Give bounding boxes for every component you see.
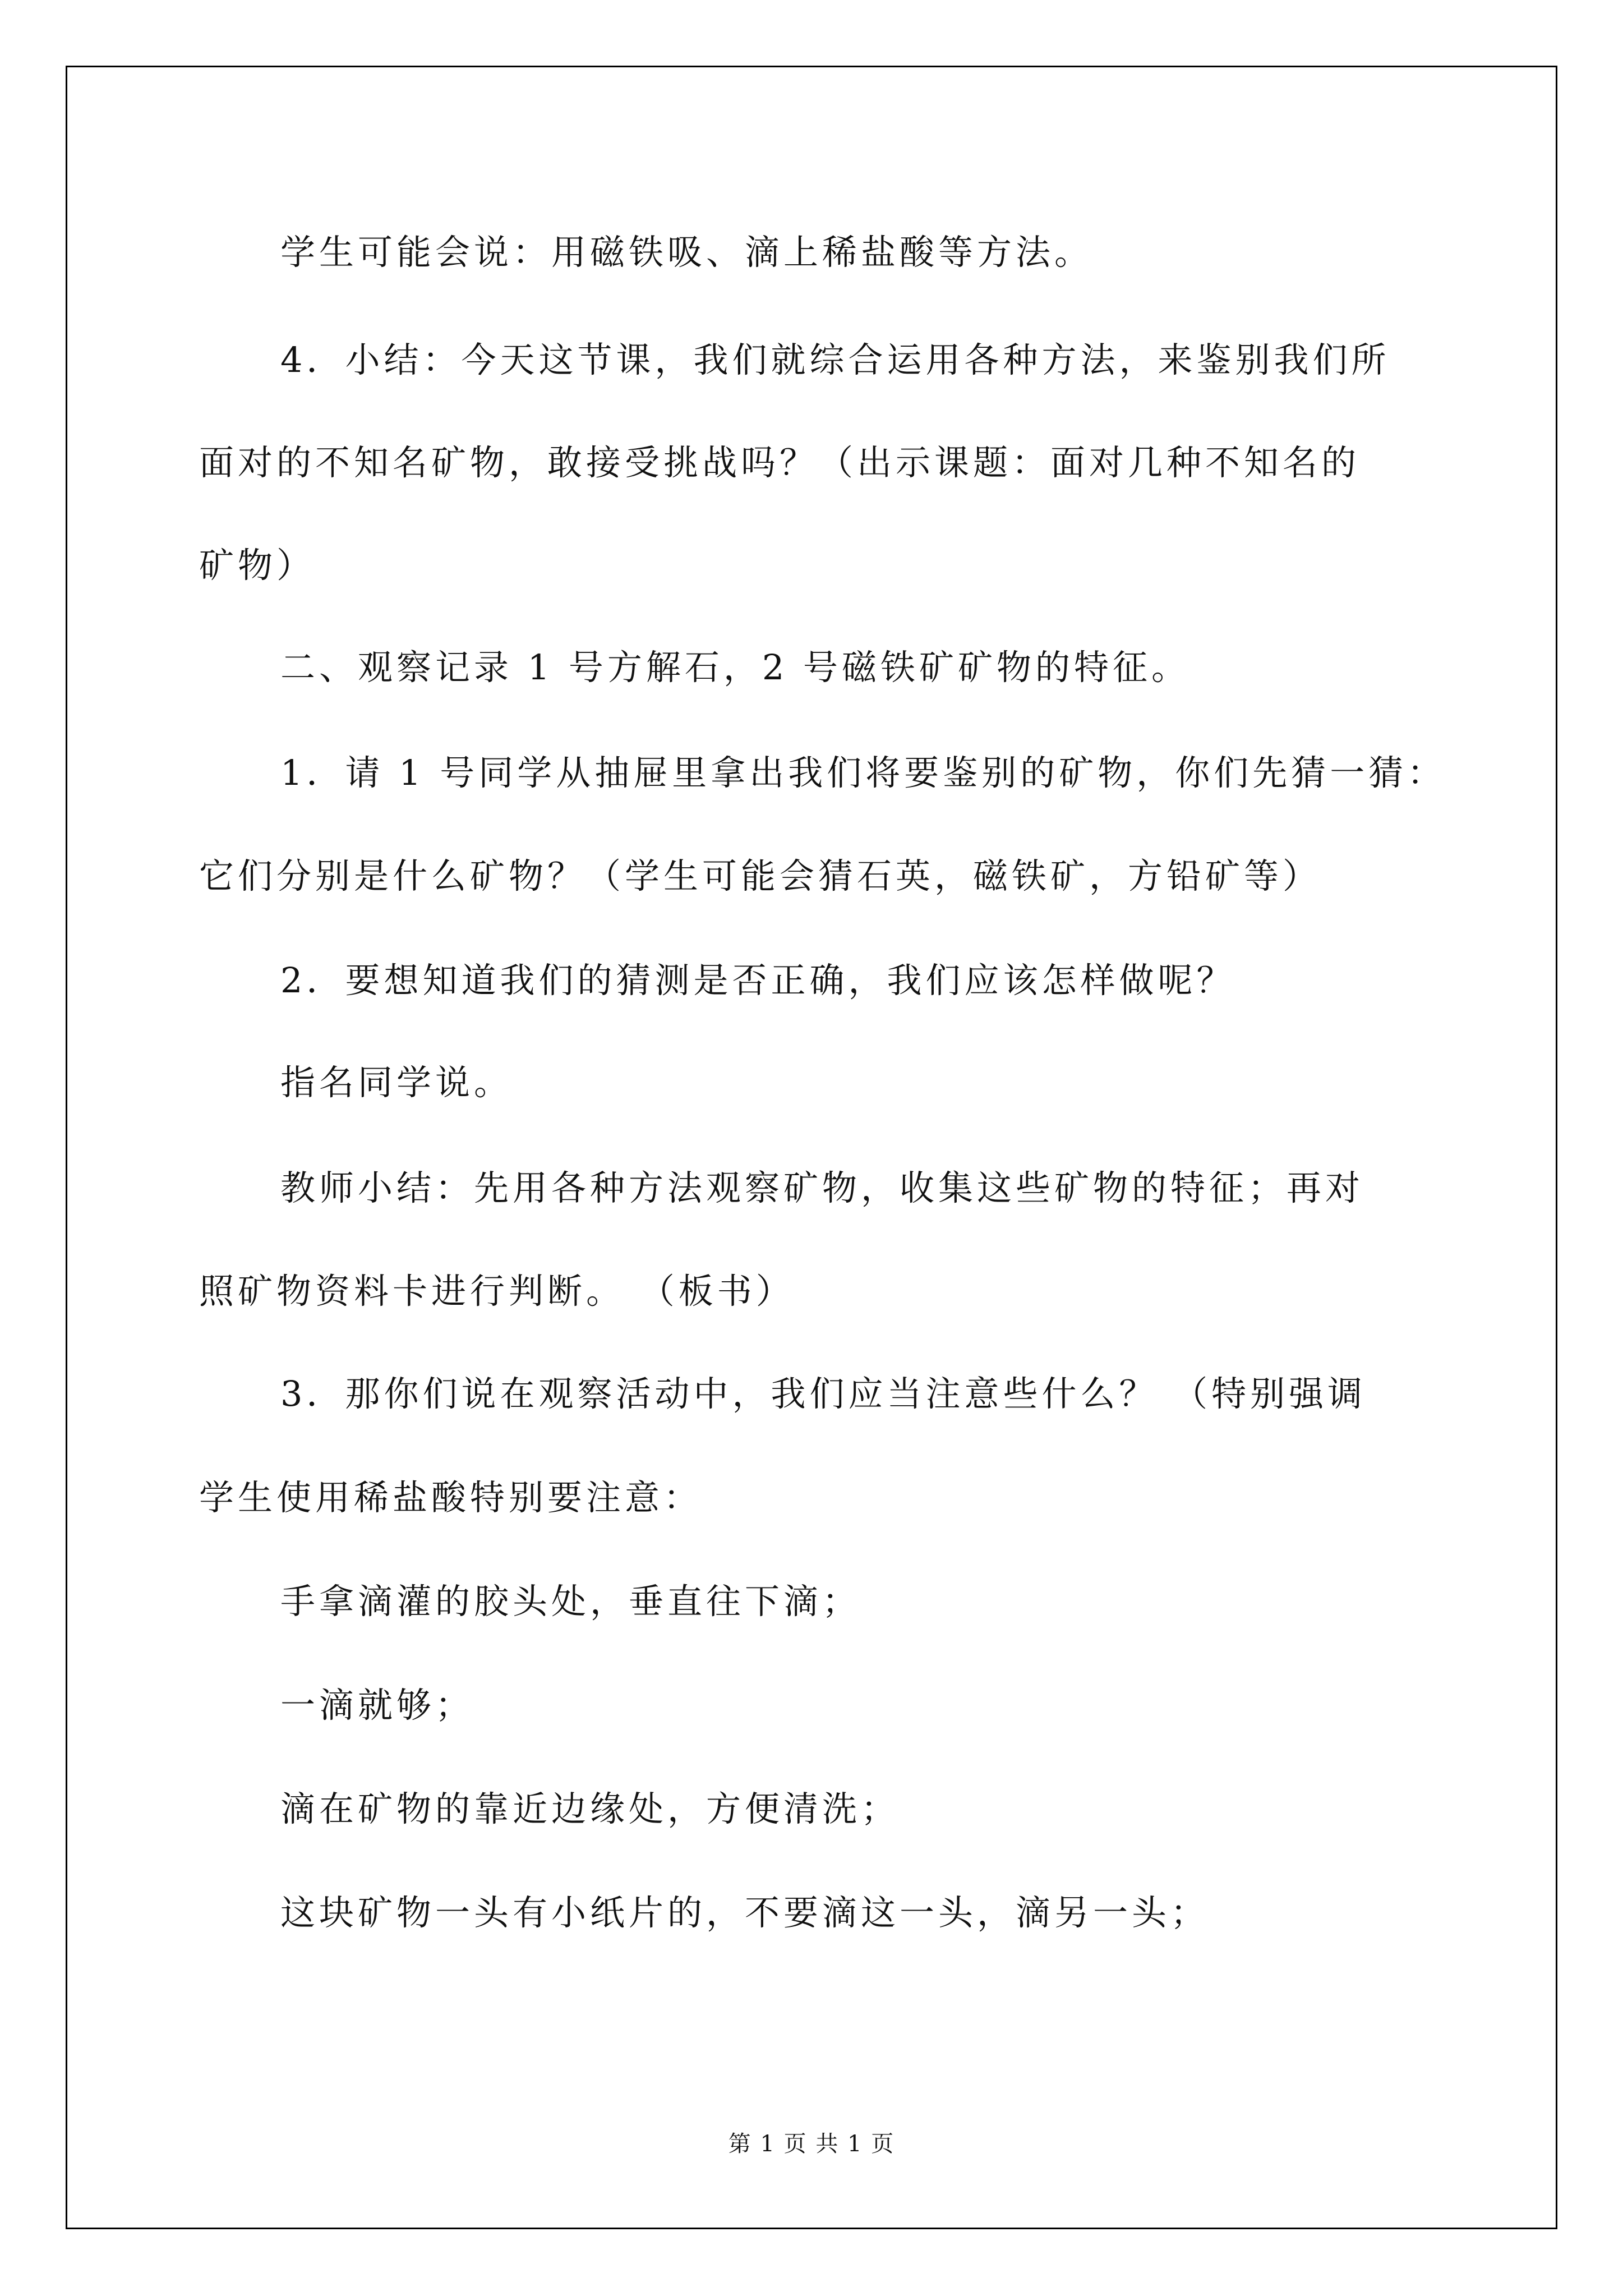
text-line: 4．小结：今天这节课，我们就综合运用各种方法，来鉴别我们所 bbox=[280, 339, 1390, 380]
text-line: 照矿物资料卡进行判断。 （板书） bbox=[199, 1271, 795, 1312]
text-line: 2．要想知道我们的猜测是否正确，我们应该怎样做呢？ bbox=[280, 960, 1235, 1001]
text-line: 面对的不知名矿物，敢接受挑战吗？（出示课题：面对几种不知名的 bbox=[199, 442, 1361, 483]
text-line: 一滴就够； bbox=[280, 1685, 474, 1726]
text-line: 学生使用稀盐酸特别要注意： bbox=[199, 1477, 703, 1518]
text-line: 二、观察记录 1 号方解石，2 号磁铁矿矿物的特征。 bbox=[280, 647, 1191, 688]
text-line: 学生可能会说：用磁铁吸、滴上稀盐酸等方法。 bbox=[280, 232, 1094, 273]
text-line: 3．那你们说在观察活动中，我们应当注意些什么？ （特别强调 bbox=[280, 1373, 1367, 1414]
text-line: 教师小结：先用各种方法观察矿物，收集这些矿物的特征；再对 bbox=[280, 1167, 1364, 1208]
text-line: 它们分别是什么矿物？（学生可能会猜石英，磁铁矿，方铅矿等） bbox=[199, 855, 1322, 896]
text-line: 矿物） bbox=[199, 545, 316, 586]
page-footer: 第 1 页 共 1 页 bbox=[728, 2131, 895, 2157]
text-line: 这块矿物一头有小纸片的，不要滴这一头，滴另一头； bbox=[280, 1892, 1210, 1933]
text-line: 指名同学说。 bbox=[280, 1062, 513, 1103]
text-line: 滴在矿物的靠近边缘处，方便清洗； bbox=[280, 1788, 900, 1829]
text-line: 1．请 1 号同学从抽屉里拿出我们将要鉴别的矿物，你们先猜一猜： bbox=[280, 752, 1446, 793]
text-line: 手拿滴灌的胶头处，垂直往下滴； bbox=[280, 1581, 861, 1622]
